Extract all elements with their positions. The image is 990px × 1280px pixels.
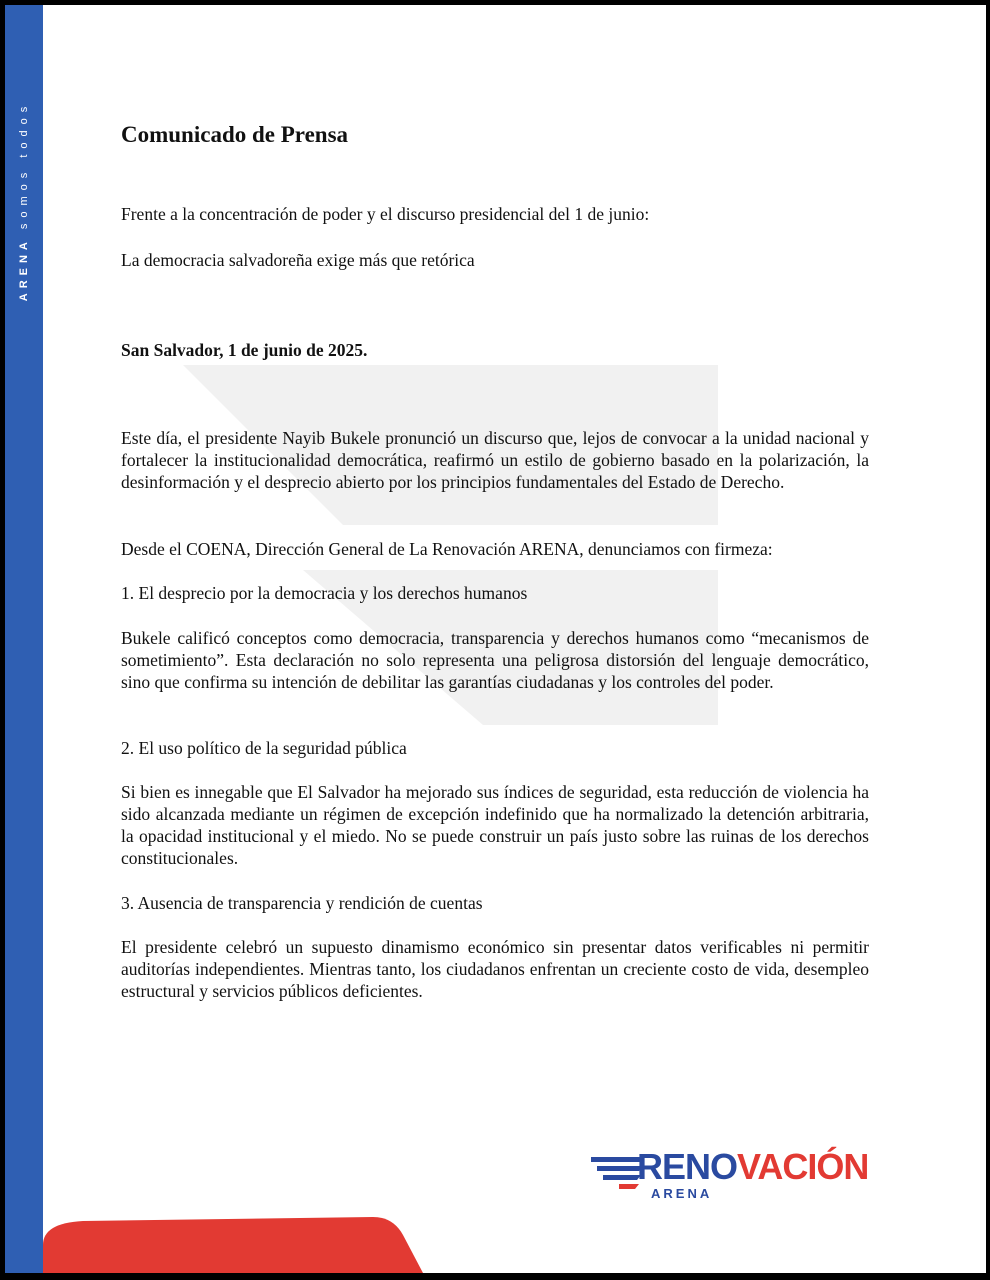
page-title: Comunicado de Prensa	[121, 122, 349, 147]
footer-red-shape	[43, 1215, 423, 1273]
logo-word-part1: RENO	[637, 1146, 738, 1187]
paragraph-4: Si bien es innegable que El Salvador ha mejorado sus índices de seguridad, esta reducción de violencia ha sido alcanzada mediante un régimen de excepción indefinido que ha normalizado la detención arbitraria, la opacidad institucional y el miedo. No se puede construir un país justo sobre las ruinas de los derechos constitucionales.	[121, 782, 869, 868]
paragraph-5: El presidente celebró un supuesto dinamismo económico sin presentar datos verificables ni permitir auditorías independientes. Mientras tanto, los ciudadanos enfrentan un creciente costo de vida, desempleo estructural y servicios públicos deficientes.	[121, 937, 869, 1001]
renovacion-logo	[589, 1145, 909, 1207]
intro-line: Frente a la concentración de poder y el discurso presidencial del 1 de junio:	[121, 204, 650, 224]
paragraph-1: Este día, el presidente Nayib Bukele pronunció un discurso que, lejos de convocar a la unidad nacional y fortalecer la institucionalidad democrática, reafirmó un estilo de gobierno basado en la polarización, la desinformación y el desprecio abierto por los principios fundamentales del Estado de Derecho.	[121, 428, 869, 492]
paragraph-2: Desde el COENA, Dirección General de La Renovación ARENA, denunciamos con firmeza:	[121, 539, 773, 559]
logo-word-part2: VACIÓN	[737, 1146, 869, 1187]
paragraph-3: Bukele calificó conceptos como democracia, transparencia y derechos humanos como “mecanismos de sometimiento”. Esta declaración no solo representa una peligrosa distorsión del lenguaje democrático, sino que confirma su intención de debilitar las garantías ciudadanas y los controles del poder.	[121, 628, 869, 692]
sidebar-band	[5, 5, 43, 1273]
logo-wordmark	[637, 1145, 868, 1189]
sidebar-brand: ARENA	[18, 237, 30, 302]
sidebar-tagline: somos todos	[18, 100, 30, 230]
headline-line: La democracia salvadoreña exige más que retórica	[121, 250, 475, 270]
section-heading-1: 1. El desprecio por la democracia y los derechos humanos	[121, 583, 528, 603]
section-heading-2: 2. El uso político de la seguridad pública	[121, 738, 407, 758]
section-heading-3: 3. Ausencia de transparencia y rendición de cuentas	[121, 893, 483, 913]
document-page	[5, 5, 986, 1273]
sidebar-slogan	[18, 101, 30, 302]
logo-subtitle: ARENA	[651, 1186, 713, 1201]
dateline: San Salvador, 1 de junio de 2025.	[121, 340, 368, 360]
